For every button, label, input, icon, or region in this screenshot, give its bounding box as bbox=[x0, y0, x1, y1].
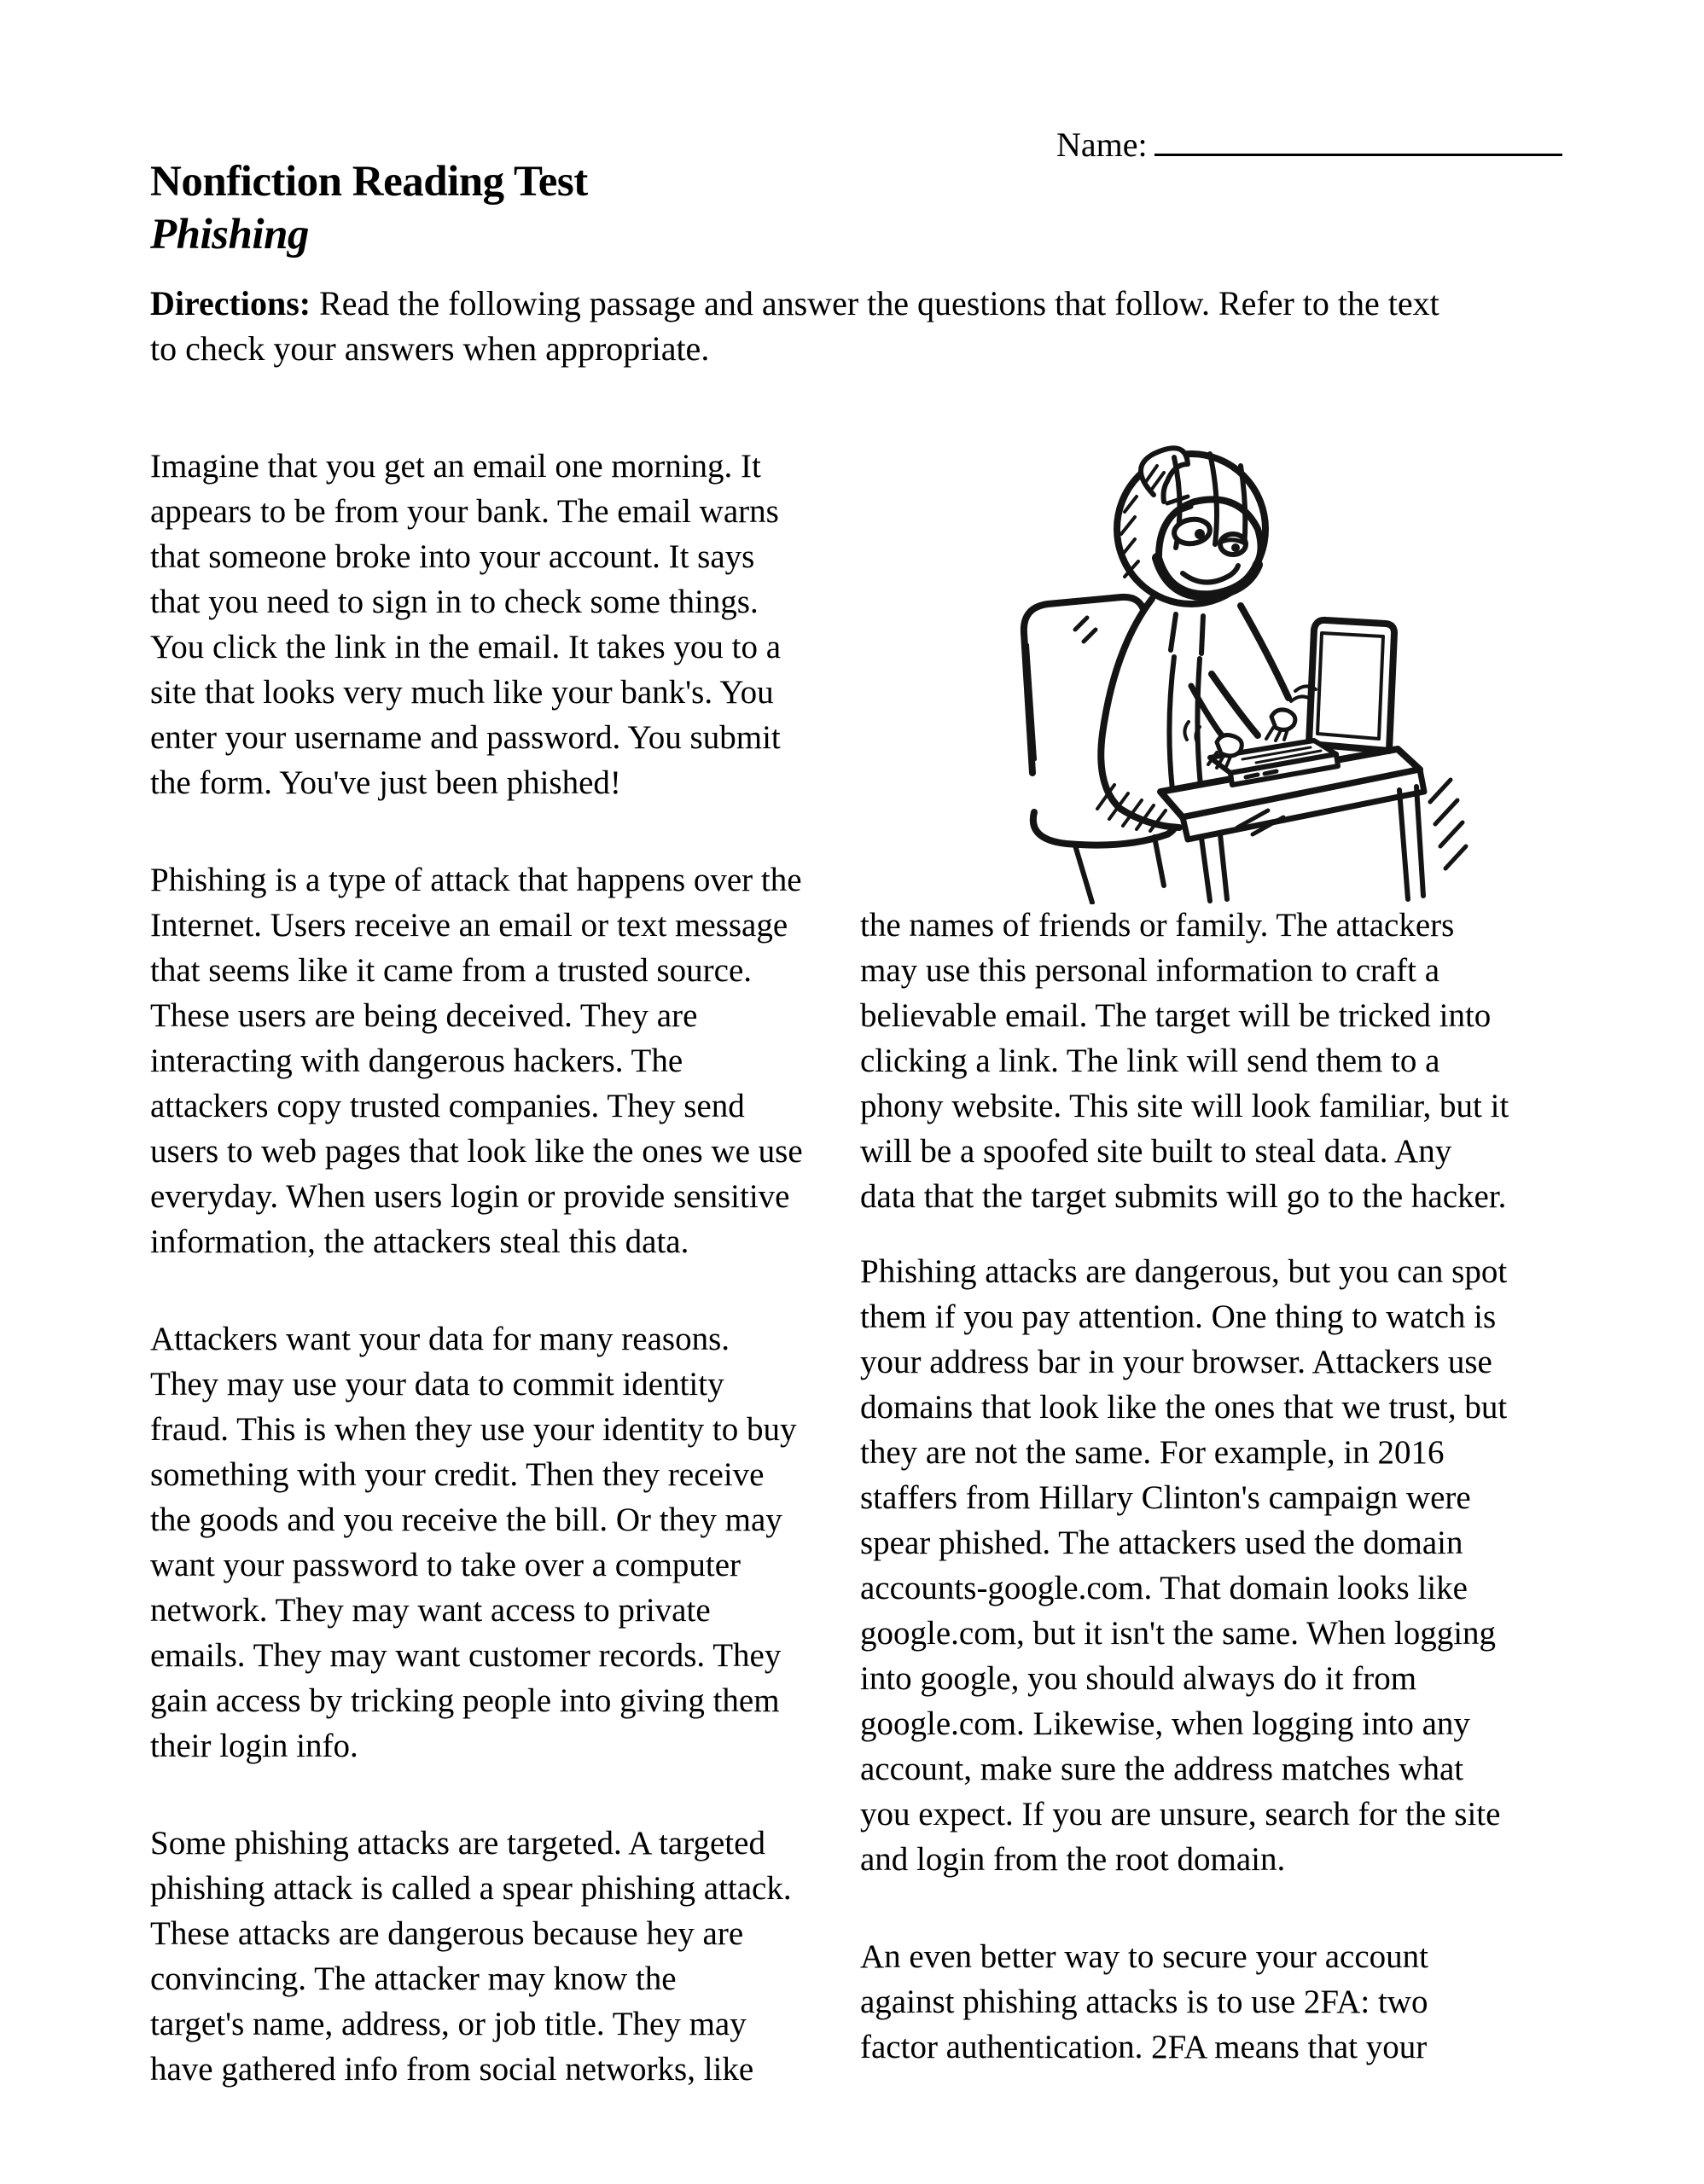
directions bbox=[150, 283, 1439, 374]
text-line: want your password to take over a computer bbox=[150, 1547, 742, 1583]
hacker-illustration bbox=[956, 401, 1502, 904]
text-line: the form. You've just been phished! bbox=[150, 764, 621, 801]
passage-left-column bbox=[150, 447, 860, 2095]
page-title: Nonfiction Reading Test bbox=[150, 158, 588, 206]
paragraph bbox=[860, 1937, 1556, 2073]
directions-line bbox=[150, 283, 1439, 328]
text-line: users to web pages that look like the ones we use bbox=[150, 1133, 803, 1170]
text-line: account, make sure the address matches what bbox=[860, 1751, 1464, 1787]
text-line: spear phished. The attackers used the domain bbox=[860, 1525, 1463, 1561]
paragraph bbox=[860, 906, 1556, 1223]
text-line: target's name, address, or job title. They may bbox=[150, 2006, 747, 2042]
text-line: Some phishing attacks are targeted. A targeted bbox=[150, 1825, 765, 1862]
hacker-at-laptop-drawing bbox=[956, 401, 1502, 904]
text-line: They may use your data to commit identity bbox=[150, 1366, 724, 1403]
text-line: google.com. Likewise, when logging into any bbox=[860, 1705, 1470, 1742]
text-line: their login info. bbox=[150, 1728, 358, 1764]
text-line: believable email. The target will be tricked into bbox=[860, 997, 1492, 1034]
text-line: the goods and you receive the bill. Or they may bbox=[150, 1502, 782, 1538]
text-line: Imagine that you get an email one morning. It bbox=[150, 448, 761, 485]
text-line: them if you pay attention. One thing to watch is bbox=[860, 1298, 1497, 1335]
text-line: that someone broke into your account. It says bbox=[150, 538, 755, 575]
text-line: your address bar in your browser. Attackers use bbox=[860, 1344, 1492, 1380]
text-line: interacting with dangerous hackers. The bbox=[150, 1043, 683, 1079]
text-line: These users are being deceived. They are bbox=[150, 997, 698, 1034]
text-line: everyday. When users login or provide sensitive bbox=[150, 1178, 790, 1215]
text-line: Attackers want your data for many reasons. bbox=[150, 1321, 730, 1357]
text-line: An even better way to secure your account bbox=[860, 1938, 1428, 1975]
text-line: domains that look like the ones that we trust, but bbox=[860, 1389, 1508, 1426]
text-line: clicking a link. The link will send them to a bbox=[860, 1043, 1440, 1079]
text-line: network. They may want access to private bbox=[150, 1592, 711, 1629]
name-blank-line[interactable] bbox=[1154, 119, 1562, 156]
text-line: something with your credit. Then they receive bbox=[150, 1456, 765, 1493]
text-line: These attacks are dangerous because hey are bbox=[150, 1915, 744, 1952]
text-line: against phishing attacks is to use 2FA: two bbox=[860, 1984, 1428, 2020]
text-line: phony website. This site will look familiar, but it bbox=[860, 1088, 1509, 1124]
text-line: emails. They may want customer records. They bbox=[150, 1637, 782, 1674]
text-line: phishing attack is called a spear phishing attack. bbox=[150, 1870, 792, 1907]
paragraph bbox=[860, 1252, 1556, 1885]
paragraph bbox=[150, 1824, 860, 2095]
text-line: enter your username and password. You submit bbox=[150, 719, 781, 756]
text-line: Phishing is a type of attack that happens over the bbox=[150, 862, 802, 898]
text-line: information, the attackers steal this data. bbox=[150, 1223, 689, 1260]
text-line: attackers copy trusted companies. They send bbox=[150, 1088, 745, 1124]
text-line: data that the target submits will go to the hacker. bbox=[860, 1178, 1507, 1215]
text-line: will be a spoofed site built to steal data. Any bbox=[860, 1133, 1452, 1170]
title-block bbox=[150, 155, 588, 261]
text-line: you expect. If you are unsure, search for the site bbox=[860, 1796, 1501, 1833]
paragraph bbox=[150, 447, 860, 809]
text-line: they are not the same. For example, in 2016 bbox=[860, 1434, 1445, 1471]
text-line: gain access by tricking people into giving them bbox=[150, 1682, 780, 1719]
text-line: staffers from Hillary Clinton's campaign were bbox=[860, 1479, 1471, 1516]
text-line: and login from the root domain. bbox=[860, 1841, 1286, 1878]
text-line: site that looks very much like your bank's. You bbox=[150, 674, 774, 711]
text-line: Internet. Users receive an email or text message bbox=[150, 907, 788, 944]
text-line: into google, you should always do it from bbox=[860, 1660, 1417, 1697]
text-line: factor authentication. 2FA means that your bbox=[860, 2029, 1428, 2065]
directions-label: Directions: bbox=[150, 284, 311, 322]
text-line: that seems like it came from a trusted source. bbox=[150, 952, 753, 989]
text-line: Phishing attacks are dangerous, but you can spot bbox=[860, 1253, 1508, 1290]
paragraph bbox=[150, 861, 860, 1268]
text-line: google.com, but it isn't the same. When logging bbox=[860, 1615, 1497, 1652]
text-line: accounts-google.com. That domain looks like bbox=[860, 1570, 1468, 1606]
name-label: Name: bbox=[1056, 125, 1148, 164]
text-line: fraud. This is when they use your identity to buy bbox=[150, 1411, 797, 1448]
text-line: You click the link in the email. It takes you to a bbox=[150, 629, 782, 665]
directions-text: Read the following passage and answer the questions that follow. Refer to the text bbox=[311, 284, 1439, 322]
passage-right-column bbox=[860, 906, 1556, 2073]
directions-line: to check your answers when appropriate. bbox=[150, 329, 710, 368]
paragraph bbox=[150, 1320, 860, 1772]
text-line: may use this personal information to craft a bbox=[860, 952, 1440, 989]
text-line: the names of friends or family. The attackers bbox=[860, 907, 1455, 944]
text-line: convincing. The attacker may know the bbox=[150, 1960, 677, 1997]
text-line: have gathered info from social networks, like bbox=[150, 2051, 754, 2088]
page-subtitle: Phishing bbox=[150, 211, 309, 258]
text-line: appears to be from your bank. The email warns bbox=[150, 493, 779, 530]
text-line: that you need to sign in to check some things. bbox=[150, 584, 759, 620]
name-field bbox=[1056, 119, 1562, 165]
